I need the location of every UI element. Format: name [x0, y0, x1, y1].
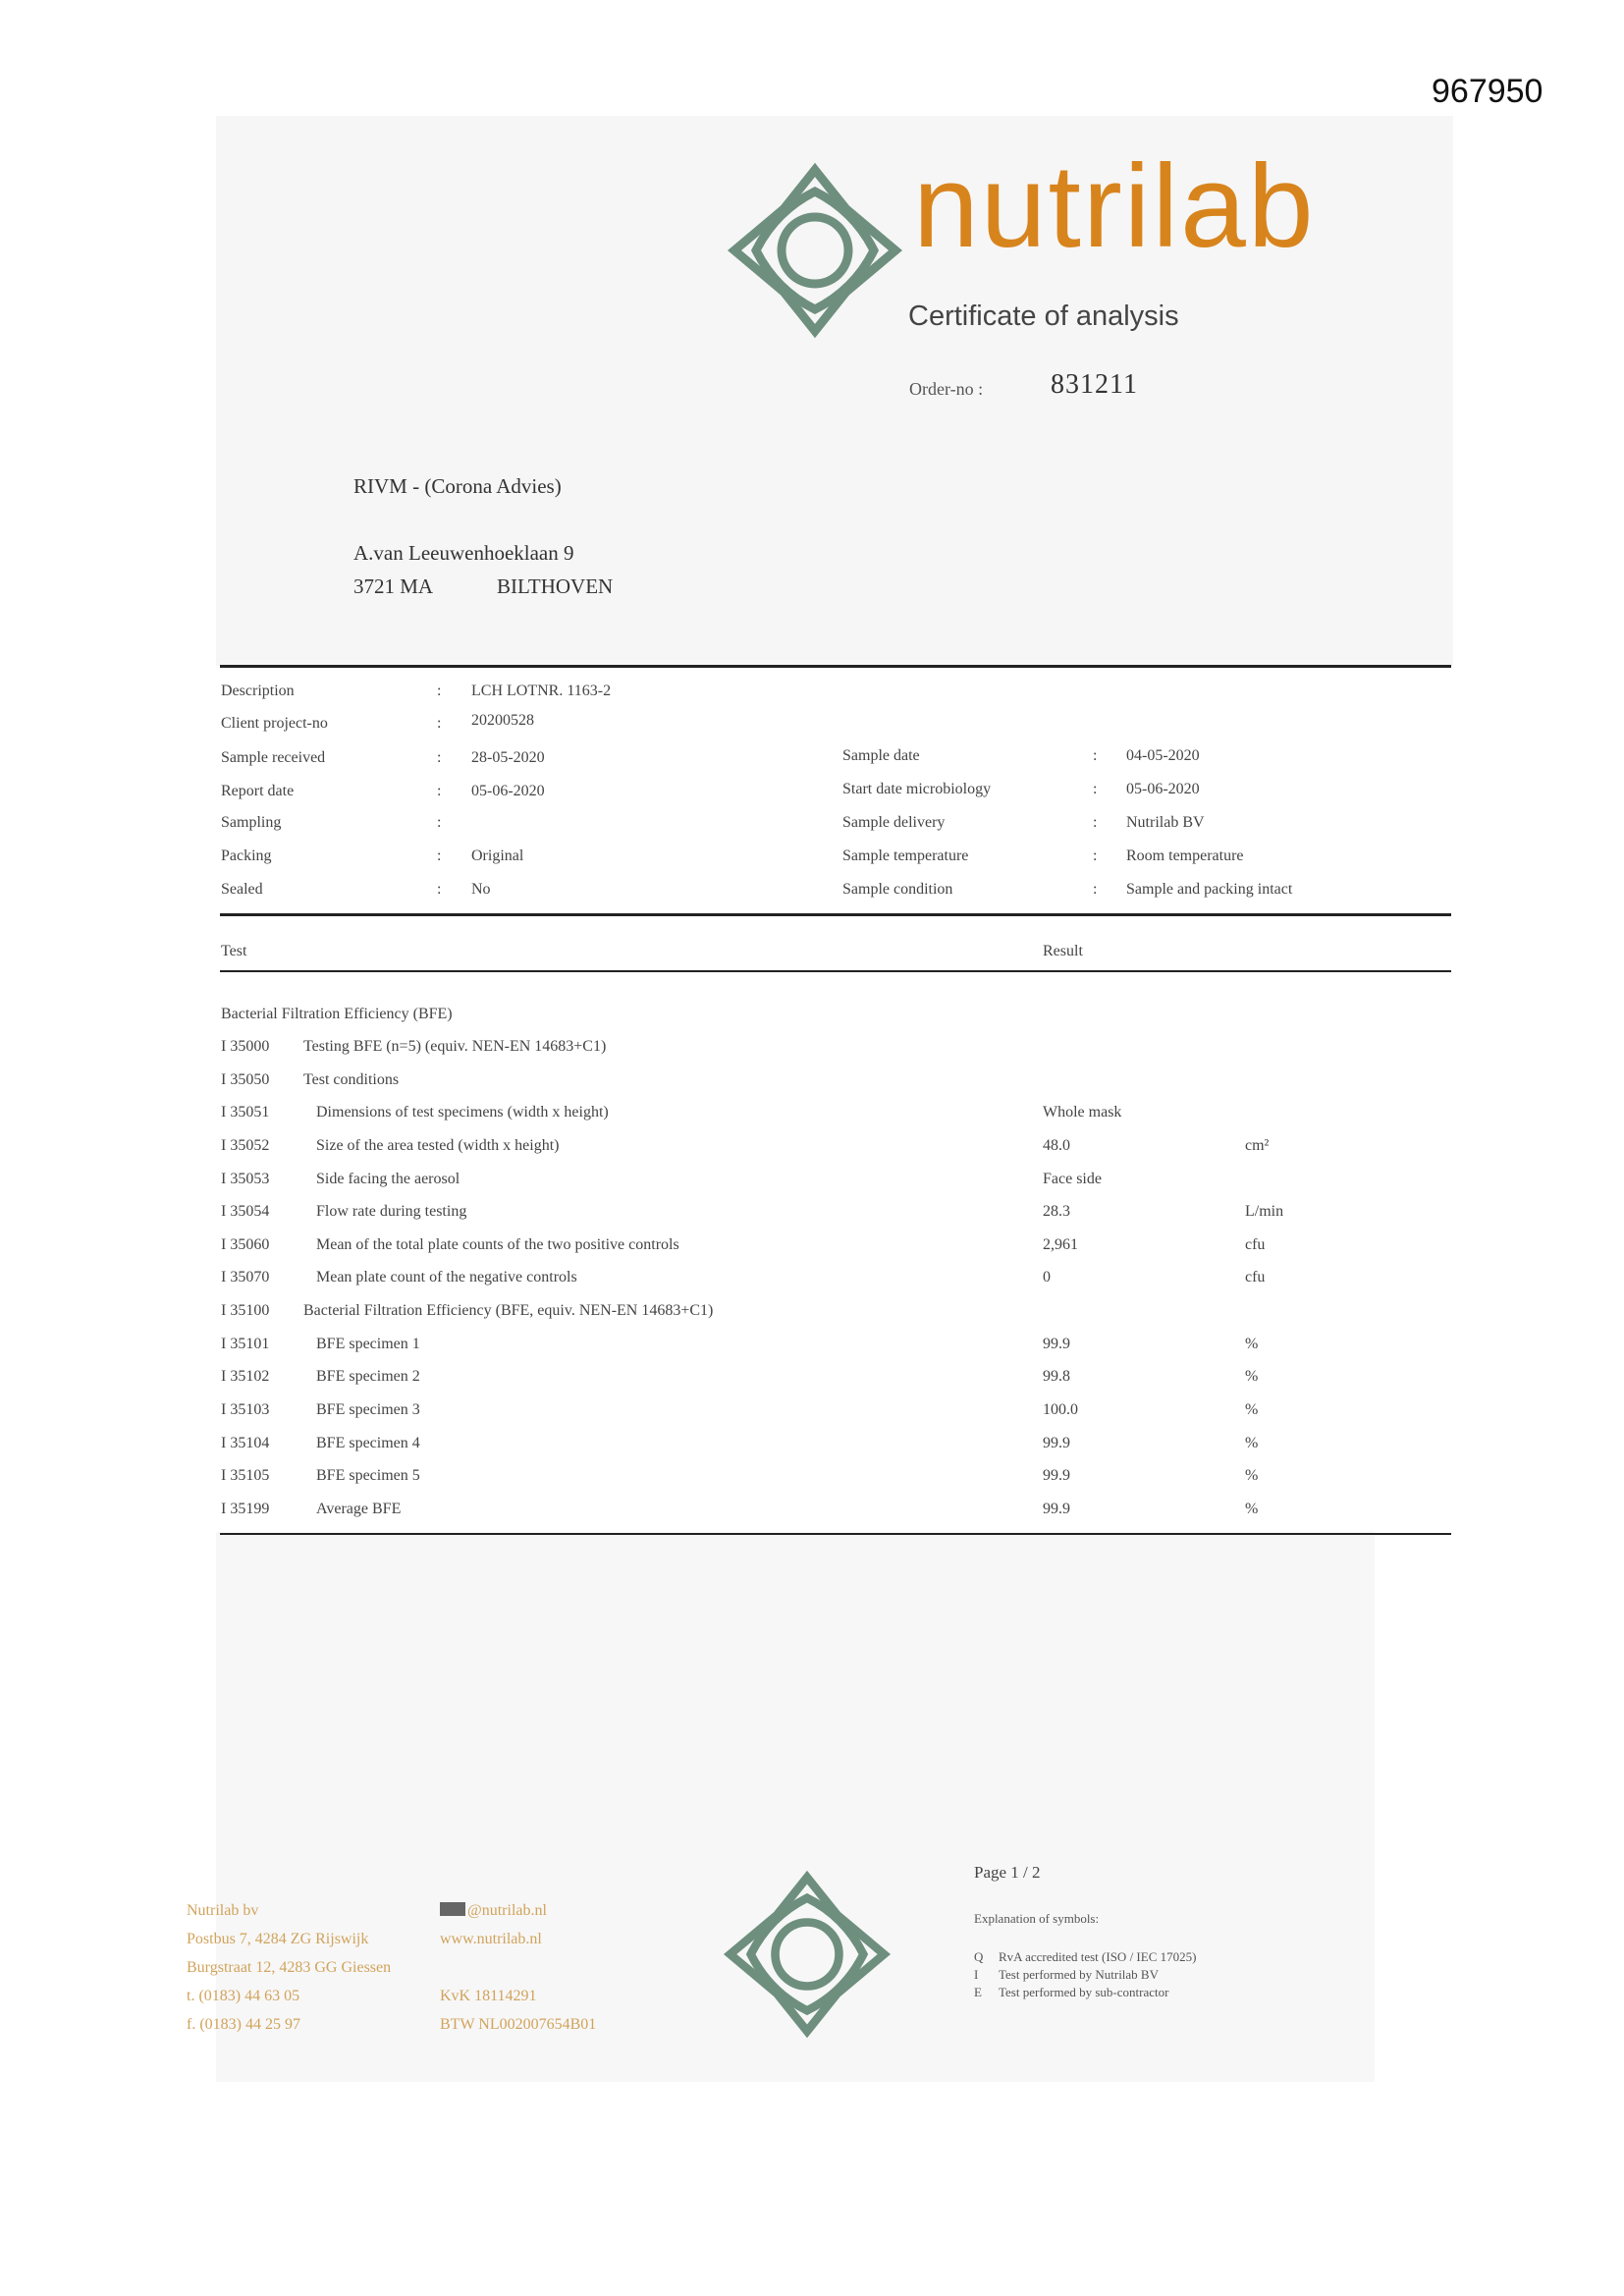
client-street: A.van Leeuwenhoeklaan 9: [353, 541, 574, 565]
test-name: Average BFE: [316, 1501, 402, 1517]
test-unit: %: [1245, 1401, 1259, 1418]
test-result: 99.9: [1043, 1336, 1070, 1352]
detail-value: 05-06-2020: [1126, 781, 1200, 797]
test-unit: cm²: [1245, 1137, 1270, 1154]
divider-table-header: [220, 970, 1451, 972]
test-result: Face side: [1043, 1171, 1102, 1187]
test-code: I 35103: [221, 1401, 270, 1418]
detail-colon: :: [437, 783, 442, 799]
detail-label: Description: [221, 683, 295, 699]
divider-details: [220, 913, 1451, 916]
footer-street: Burgstraat 12, 4283 GG Giessen: [187, 1959, 392, 1976]
detail-label: Sample delivery: [842, 814, 946, 831]
detail-colon: :: [437, 749, 442, 766]
footer-kvk: KvK 18114291: [440, 1988, 537, 2004]
test-code: I 35053: [221, 1171, 270, 1187]
footer-btw: BTW NL002007654B01: [440, 2016, 597, 2033]
order-label: Order-no :: [909, 379, 984, 399]
table-row: [0, 1501, 1624, 1530]
test-result: 0: [1043, 1269, 1051, 1285]
test-unit: cfu: [1245, 1269, 1266, 1285]
column-header-test: Test: [221, 943, 247, 959]
test-result: 28.3: [1043, 1203, 1070, 1220]
test-unit: %: [1245, 1435, 1259, 1451]
detail-colon: :: [1093, 781, 1098, 797]
detail-colon: :: [1093, 847, 1098, 864]
test-result: 48.0: [1043, 1137, 1070, 1154]
redacted-block: [440, 1902, 465, 1916]
table-row: [0, 1137, 1624, 1167]
detail-colon: :: [1093, 747, 1098, 764]
symbol-key: I: [974, 1967, 979, 1982]
footer-website-link[interactable]: www.nutrilab.nl: [440, 1931, 542, 1947]
test-code: I 35052: [221, 1137, 270, 1154]
test-unit: %: [1245, 1368, 1259, 1385]
table-row: [0, 1435, 1624, 1464]
symbol-text: RvA accredited test (ISO / IEC 17025): [999, 1949, 1197, 1964]
table-row: [0, 1171, 1624, 1200]
test-code: I 35060: [221, 1236, 270, 1253]
table-row: [0, 1401, 1624, 1431]
detail-label: Sample temperature: [842, 847, 969, 864]
test-code: I 35102: [221, 1368, 270, 1385]
page-number: Page 1 / 2: [974, 1863, 1041, 1882]
test-code: I 35054: [221, 1203, 270, 1220]
test-result: 99.8: [1043, 1368, 1070, 1385]
test-name: BFE specimen 2: [316, 1368, 420, 1385]
test-name: BFE specimen 3: [316, 1401, 420, 1418]
section-title: Bacterial Filtration Efficiency (BFE): [221, 1006, 453, 1022]
detail-value: 05-06-2020: [471, 783, 545, 799]
table-row: [0, 1467, 1624, 1497]
detail-label: Report date: [221, 783, 295, 799]
test-result: Whole mask: [1043, 1104, 1122, 1121]
table-row: [0, 1368, 1624, 1397]
divider-top: [220, 665, 1451, 668]
test-name: BFE specimen 4: [316, 1435, 420, 1451]
detail-colon: :: [437, 814, 442, 831]
table-row: [0, 1203, 1624, 1232]
column-header-result: Result: [1043, 943, 1083, 959]
detail-label: Sampling: [221, 814, 282, 831]
footer-postbus: Postbus 7, 4284 ZG Rijswijk: [187, 1931, 369, 1947]
test-result: 99.9: [1043, 1467, 1070, 1484]
test-name: Mean of the total plate counts of the two positive controls: [316, 1236, 679, 1253]
detail-label: Sample date: [842, 747, 920, 764]
table-row: [0, 1104, 1624, 1133]
footer-email[interactable]: [440, 1902, 547, 1920]
test-unit: %: [1245, 1501, 1259, 1517]
test-name: Side facing the aerosol: [316, 1171, 460, 1187]
table-row: [0, 1302, 1624, 1332]
detail-colon: :: [1093, 814, 1098, 831]
test-result: 2,961: [1043, 1236, 1078, 1253]
symbols-title: Explanation of symbols:: [974, 1911, 1100, 1926]
symbol-key: Q: [974, 1949, 984, 1964]
test-name: BFE specimen 5: [316, 1467, 420, 1484]
order-number: 831211: [1051, 369, 1138, 400]
detail-value: Room temperature: [1126, 847, 1244, 864]
test-name: Mean plate count of the negative controls: [316, 1269, 577, 1285]
test-name: Test conditions: [303, 1071, 400, 1088]
footer-phone: t. (0183) 44 63 05: [187, 1988, 300, 2004]
client-city: BILTHOVEN: [497, 574, 614, 598]
table-row: [0, 1336, 1624, 1365]
test-code: I 35104: [221, 1435, 270, 1451]
detail-label: Sample received: [221, 749, 326, 766]
test-code: I 35100: [221, 1302, 270, 1319]
test-name: Dimensions of test specimens (width x height): [316, 1104, 609, 1121]
test-code: I 35105: [221, 1467, 270, 1484]
test-code: I 35199: [221, 1501, 270, 1517]
test-result: 100.0: [1043, 1401, 1078, 1418]
detail-colon: :: [437, 847, 442, 864]
test-code: I 35050: [221, 1071, 270, 1088]
detail-label: Start date microbiology: [842, 781, 992, 797]
symbol-text: Test performed by Nutrilab BV: [999, 1967, 1159, 1982]
client-name: RIVM - (Corona Advies): [353, 474, 562, 498]
detail-value: LCH LOTNR. 1163-2: [471, 683, 612, 699]
detail-colon: :: [437, 683, 442, 699]
detail-label: Sealed: [221, 881, 263, 898]
table-row: [0, 1236, 1624, 1266]
test-code: I 35000: [221, 1038, 270, 1055]
footer-email-text: @nutrilab.nl: [467, 1902, 547, 1919]
test-name: BFE specimen 1: [316, 1336, 420, 1352]
detail-colon: :: [1093, 881, 1098, 898]
detail-value: 28-05-2020: [471, 749, 545, 766]
detail-label: Packing: [221, 847, 272, 864]
nutrilab-logo-icon: [727, 162, 903, 339]
nutrilab-logo-footer-icon: [723, 1870, 892, 2039]
table-row: [0, 1038, 1624, 1067]
detail-value: No: [471, 881, 491, 898]
test-unit: %: [1245, 1336, 1259, 1352]
client-postcode: 3721 MA: [353, 574, 434, 598]
detail-value: Original: [471, 847, 524, 864]
symbol-text: Test performed by sub-contractor: [999, 1985, 1169, 1999]
table-row: [0, 1269, 1624, 1298]
footer-fax: f. (0183) 44 25 97: [187, 2016, 300, 2033]
detail-colon: :: [437, 881, 442, 898]
detail-value: 20200528: [471, 712, 534, 729]
test-result: 99.9: [1043, 1501, 1070, 1517]
test-code: I 35070: [221, 1269, 270, 1285]
document-id: 967950: [1432, 73, 1543, 110]
test-result: 99.9: [1043, 1435, 1070, 1451]
test-unit: cfu: [1245, 1236, 1266, 1253]
test-code: I 35101: [221, 1336, 270, 1352]
detail-label: Sample condition: [842, 881, 953, 898]
test-code: I 35051: [221, 1104, 270, 1121]
test-name: Flow rate during testing: [316, 1203, 467, 1220]
detail-value: 04-05-2020: [1126, 747, 1200, 764]
test-unit: L/min: [1245, 1203, 1284, 1220]
detail-value: Sample and packing intact: [1126, 881, 1293, 898]
document-title: Certificate of analysis: [908, 301, 1179, 332]
test-unit: %: [1245, 1467, 1259, 1484]
test-name: Testing BFE (n=5) (equiv. NEN-EN 14683+C1): [303, 1038, 607, 1055]
detail-value: Nutrilab BV: [1126, 814, 1205, 831]
detail-colon: :: [437, 715, 442, 732]
test-name: Size of the area tested (width x height): [316, 1137, 560, 1154]
symbol-key: E: [974, 1985, 982, 1999]
divider-table-end: [220, 1533, 1451, 1535]
test-name: Bacterial Filtration Efficiency (BFE, equiv. NEN-EN 14683+C1): [303, 1302, 714, 1319]
footer-company: Nutrilab bv: [187, 1902, 259, 1919]
detail-label: Client project-no: [221, 715, 328, 732]
brand-name: nutrilab: [913, 140, 1316, 272]
table-row: [0, 1071, 1624, 1101]
